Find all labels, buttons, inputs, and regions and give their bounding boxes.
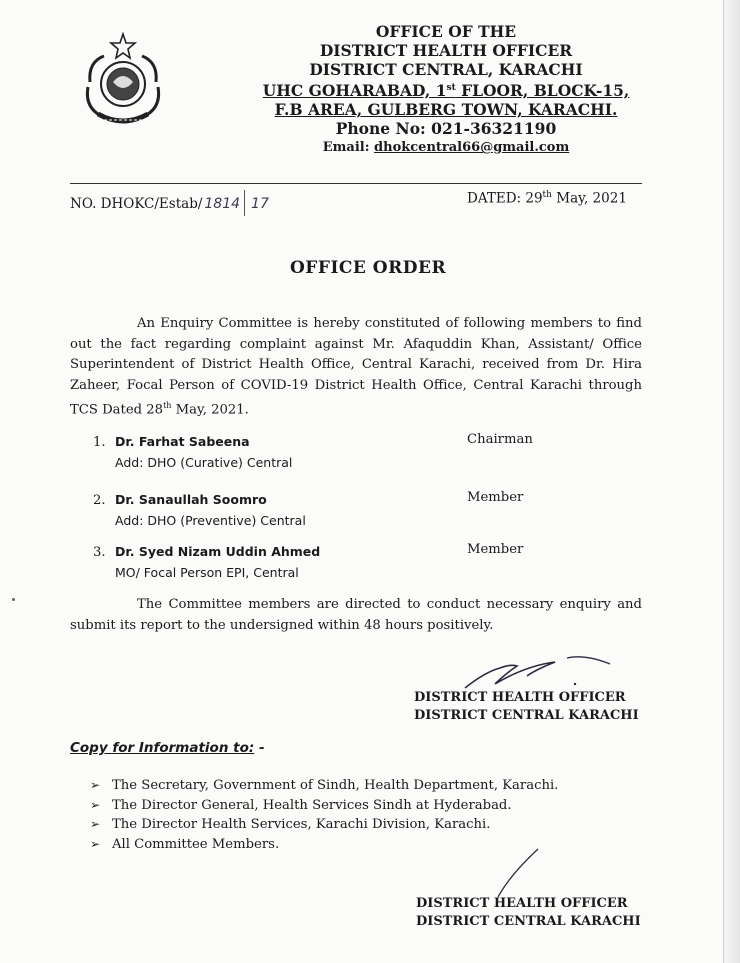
committee-member: 1. Dr. Farhat Sabeena Add: DHO (Curative) Central: [93, 432, 292, 473]
member-designation: Add: DHO (Preventive) Central: [115, 513, 306, 528]
signatory-office: DISTRICT CENTRAL KARACHI: [416, 914, 641, 929]
letterhead-email: Email: dhokcentral66@gmail.com: [322, 140, 570, 156]
list-item: ➢ The Director Health Services, Karachi Division, Karachi.: [90, 815, 558, 835]
member-designation: MO/ Focal Person EPI, Central: [115, 565, 299, 580]
copy-heading: Copy for Information to: -: [70, 740, 265, 756]
letterhead: [246, 22, 646, 157]
list-item: ➢ The Director General, Health Services Sindh at Hyderabad.: [90, 796, 558, 816]
letterhead-phone: Phone No: 021-36321190: [335, 119, 557, 139]
order-paragraph: An Enquiry Committee is hereby constituted of following members to find out the fact regarding complaint against Mr. Afaquddin Khan, Assistant/ Office Superintendent of District Health Office, Central Karachi, received from Dr. Hira Zaheer, Focal Person of COVID-19 District Health Office, Central Karachi through TCS Dated 28th May, 2021.: [70, 316, 642, 418]
member-designation: Add: DHO (Curative) Central: [115, 455, 293, 470]
reference-date: DATED: 29th May, 2021: [467, 190, 627, 207]
member-role: Member: [467, 542, 524, 557]
list-item: ➢ All Committee Members.: [90, 835, 558, 855]
signatory-block: [414, 689, 639, 725]
member-role: Member: [467, 490, 524, 505]
directive-paragraph: The Committee members are directed to conduct necessary enquiry and submit its report to the undersigned within 48 hours positively.: [70, 597, 642, 633]
page-edge: [723, 0, 740, 963]
letterhead-address-2: F.B AREA, GULBERG TOWN, KARACHI.: [274, 100, 618, 120]
member-name: Dr. Farhat Sabeena: [115, 434, 250, 449]
arrow-bullet-icon: ➢: [90, 778, 101, 792]
member-role: Chairman: [467, 432, 533, 447]
arrow-bullet-icon: ➢: [90, 817, 101, 831]
email-link[interactable]: dhokcentral66@gmail.com: [374, 140, 570, 156]
committee-member: 2. Dr. Sanaullah Soomro Add: DHO (Preventive) Central: [93, 490, 306, 531]
letterhead-address-1: UHC GOHARABAD, 1st FLOOR, BLOCK-15,: [262, 81, 630, 101]
arrow-bullet-icon: ➢: [90, 797, 101, 812]
committee-member: 3. Dr. Syed Nizam Uddin Ahmed MO/ Focal Person EPI, Central: [93, 542, 320, 583]
scan-speck: [12, 598, 15, 601]
header-divider: [70, 183, 642, 184]
signatory-title: DISTRICT HEALTH OFFICER: [414, 690, 626, 705]
document-title: OFFICE ORDER: [290, 258, 447, 278]
reference-number: NO. DHOKC/Estab/ 1814 17: [70, 190, 269, 216]
copy-list: [90, 776, 558, 854]
handwritten-number: 1814: [204, 196, 241, 212]
government-seal-icon: [68, 32, 178, 132]
letterhead-title: DISTRICT HEALTH OFFICER: [319, 41, 573, 60]
list-item: ➢ The Secretary, Government of Sindh, Health Department, Karachi.: [90, 776, 558, 796]
letterhead-office: OFFICE OF THE: [375, 22, 517, 41]
member-name: Dr. Sanaullah Soomro: [115, 492, 267, 507]
letterhead-district: DISTRICT CENTRAL, KARACHI: [309, 60, 583, 79]
signatory-office: DISTRICT CENTRAL KARACHI: [414, 708, 639, 723]
arrow-bullet-icon: ➢: [90, 836, 101, 851]
signature-2: [490, 845, 550, 900]
signatory-title: DISTRICT HEALTH OFFICER: [416, 896, 628, 911]
handwritten-suffix: 17: [251, 196, 269, 212]
signature-1: [455, 650, 625, 692]
member-name: Dr. Syed Nizam Uddin Ahmed: [115, 544, 321, 559]
signatory-block-bottom: [416, 895, 641, 931]
